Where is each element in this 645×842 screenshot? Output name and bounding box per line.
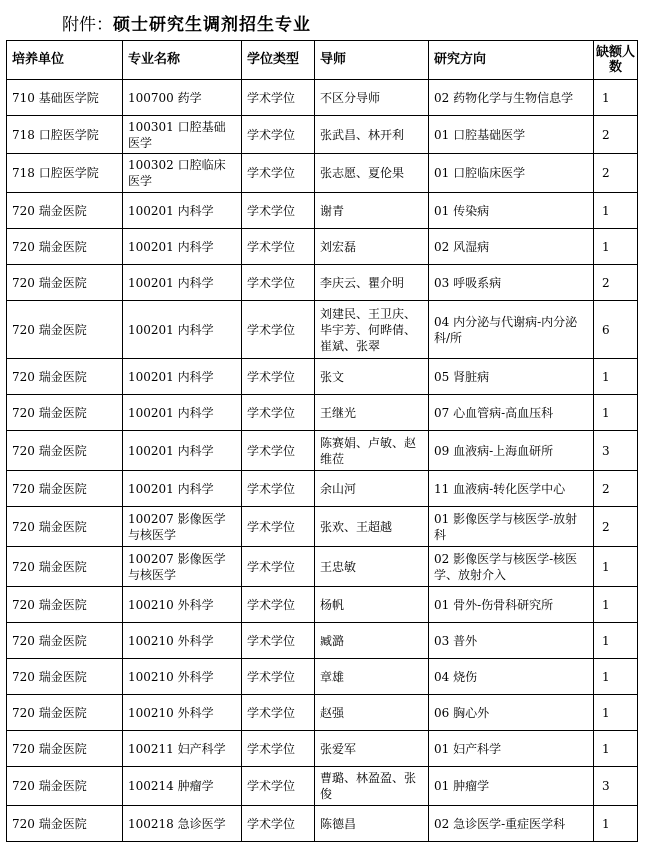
cell-advisor: 刘建民、王卫庆、毕宇芳、何晔倩、崔斌、张翠: [315, 301, 429, 359]
cell-advisor: 刘宏磊: [315, 229, 429, 265]
cell-direction: 04 烧伤: [429, 659, 594, 695]
table-row: [7, 80, 638, 116]
cell-advisor: 赵强: [315, 695, 429, 731]
cell-quota: 1: [594, 193, 638, 229]
cell-unit: 720 瑞金医院: [7, 359, 123, 395]
cell-quota: 1: [594, 229, 638, 265]
cell-major: 100700 药学: [123, 80, 242, 116]
table-row: [7, 395, 638, 431]
admission-table: [6, 40, 638, 842]
title-main: 硕士研究生调剂招生专业: [113, 15, 311, 35]
table-row: [7, 265, 638, 301]
cell-degree: 学术学位: [242, 431, 315, 471]
cell-degree: 学术学位: [242, 587, 315, 623]
cell-advisor: 曹璐、林盈盈、张俊: [315, 767, 429, 806]
cell-unit: 720 瑞金医院: [7, 659, 123, 695]
cell-unit: 720 瑞金医院: [7, 695, 123, 731]
cell-degree: 学术学位: [242, 80, 315, 116]
cell-unit: 720 瑞金医院: [7, 507, 123, 547]
title-prefix: 附件：: [62, 15, 113, 35]
table-row: [7, 431, 638, 471]
cell-major: 100207 影像医学与核医学: [123, 547, 242, 587]
cell-direction: 03 呼吸系病: [429, 265, 594, 301]
table-row: [7, 229, 638, 265]
cell-degree: 学术学位: [242, 767, 315, 806]
table-body: [7, 80, 638, 842]
table-row: [7, 507, 638, 547]
cell-advisor: 张武昌、林开利: [315, 116, 429, 154]
cell-direction: 09 血液病-上海血研所: [429, 431, 594, 471]
cell-unit: 720 瑞金医院: [7, 301, 123, 359]
header-direction: 研究方向: [429, 41, 594, 80]
cell-major: 100210 外科学: [123, 623, 242, 659]
cell-direction: 01 影像医学与核医学-放射科: [429, 507, 594, 547]
cell-quota: 2: [594, 116, 638, 154]
cell-direction: 03 普外: [429, 623, 594, 659]
cell-direction: 07 心血管病-高血压科: [429, 395, 594, 431]
cell-advisor: 张爱军: [315, 731, 429, 767]
cell-direction: 02 急诊医学-重症医学科: [429, 806, 594, 842]
cell-degree: 学术学位: [242, 806, 315, 842]
header-major: 专业名称: [123, 41, 242, 80]
cell-unit: 720 瑞金医院: [7, 395, 123, 431]
cell-degree: 学术学位: [242, 265, 315, 301]
cell-major: 100201 内科学: [123, 471, 242, 507]
cell-major: 100201 内科学: [123, 359, 242, 395]
cell-degree: 学术学位: [242, 471, 315, 507]
cell-major: 100210 外科学: [123, 587, 242, 623]
table-row: [7, 767, 638, 806]
header-unit: 培养单位: [7, 41, 123, 80]
cell-advisor: 张志愿、夏伦果: [315, 154, 429, 193]
cell-major: 100301 口腔基础医学: [123, 116, 242, 154]
cell-quota: 1: [594, 80, 638, 116]
table-row: [7, 193, 638, 229]
header-degree: 学位类型: [242, 41, 315, 80]
cell-direction: 02 风湿病: [429, 229, 594, 265]
cell-degree: 学术学位: [242, 116, 315, 154]
cell-quota: 3: [594, 431, 638, 471]
document-title: [62, 10, 311, 35]
cell-major: 100201 内科学: [123, 193, 242, 229]
cell-unit: 720 瑞金医院: [7, 587, 123, 623]
cell-major: 100210 外科学: [123, 659, 242, 695]
cell-unit: 720 瑞金医院: [7, 431, 123, 471]
cell-quota: 1: [594, 659, 638, 695]
cell-unit: 720 瑞金医院: [7, 547, 123, 587]
cell-major: 100201 内科学: [123, 395, 242, 431]
cell-direction: 01 肿瘤学: [429, 767, 594, 806]
cell-degree: 学术学位: [242, 623, 315, 659]
cell-unit: 720 瑞金医院: [7, 471, 123, 507]
table-row: [7, 659, 638, 695]
cell-degree: 学术学位: [242, 507, 315, 547]
cell-degree: 学术学位: [242, 154, 315, 193]
cell-unit: 720 瑞金医院: [7, 806, 123, 842]
table-row: [7, 695, 638, 731]
cell-unit: 720 瑞金医院: [7, 193, 123, 229]
table-row: [7, 587, 638, 623]
cell-unit: 718 口腔医学院: [7, 154, 123, 193]
cell-major: 100201 内科学: [123, 301, 242, 359]
header-quota: 缺额人数: [594, 41, 638, 80]
cell-direction: 04 内分泌与代谢病-内分泌科/所: [429, 301, 594, 359]
table-header: [7, 41, 638, 80]
cell-direction: 01 妇产科学: [429, 731, 594, 767]
cell-quota: 1: [594, 695, 638, 731]
cell-quota: 3: [594, 767, 638, 806]
cell-degree: 学术学位: [242, 659, 315, 695]
cell-major: 100207 影像医学与核医学: [123, 507, 242, 547]
cell-major: 100214 肿瘤学: [123, 767, 242, 806]
cell-quota: 2: [594, 471, 638, 507]
cell-advisor: 王忠敏: [315, 547, 429, 587]
cell-quota: 1: [594, 806, 638, 842]
cell-quota: 2: [594, 154, 638, 193]
cell-quota: 1: [594, 623, 638, 659]
cell-degree: 学术学位: [242, 359, 315, 395]
cell-advisor: 张文: [315, 359, 429, 395]
cell-major: 100302 口腔临床医学: [123, 154, 242, 193]
cell-major: 100210 外科学: [123, 695, 242, 731]
cell-direction: 01 骨外-伤骨科研究所: [429, 587, 594, 623]
table-row: [7, 731, 638, 767]
cell-degree: 学术学位: [242, 193, 315, 229]
table-row: [7, 806, 638, 842]
cell-direction: 01 口腔基础医学: [429, 116, 594, 154]
table-row: [7, 359, 638, 395]
cell-advisor: 杨帆: [315, 587, 429, 623]
cell-unit: 720 瑞金医院: [7, 731, 123, 767]
cell-major: 100201 内科学: [123, 431, 242, 471]
cell-advisor: 章雄: [315, 659, 429, 695]
cell-quota: 1: [594, 587, 638, 623]
cell-direction: 01 口腔临床医学: [429, 154, 594, 193]
cell-major: 100218 急诊医学: [123, 806, 242, 842]
cell-advisor: 陈赛娟、卢敏、赵维莅: [315, 431, 429, 471]
cell-major: 100201 内科学: [123, 229, 242, 265]
cell-unit: 720 瑞金医院: [7, 265, 123, 301]
header-advisor: 导师: [315, 41, 429, 80]
cell-quota: 1: [594, 547, 638, 587]
cell-direction: 02 药物化学与生物信息学: [429, 80, 594, 116]
table-row: [7, 547, 638, 587]
cell-direction: 02 影像医学与核医学-核医学、放射介入: [429, 547, 594, 587]
cell-unit: 720 瑞金医院: [7, 767, 123, 806]
cell-advisor: 李庆云、瞿介明: [315, 265, 429, 301]
cell-direction: 06 胸心外: [429, 695, 594, 731]
cell-quota: 1: [594, 359, 638, 395]
cell-quota: 2: [594, 507, 638, 547]
cell-direction: 05 肾脏病: [429, 359, 594, 395]
cell-unit: 720 瑞金医院: [7, 623, 123, 659]
cell-degree: 学术学位: [242, 229, 315, 265]
cell-direction: 11 血液病-转化医学中心: [429, 471, 594, 507]
cell-degree: 学术学位: [242, 301, 315, 359]
cell-major: 100201 内科学: [123, 265, 242, 301]
cell-degree: 学术学位: [242, 695, 315, 731]
cell-advisor: 臧潞: [315, 623, 429, 659]
cell-major: 100211 妇产科学: [123, 731, 242, 767]
cell-advisor: 谢青: [315, 193, 429, 229]
cell-degree: 学术学位: [242, 395, 315, 431]
cell-unit: 710 基础医学院: [7, 80, 123, 116]
cell-unit: 718 口腔医学院: [7, 116, 123, 154]
table-row: [7, 471, 638, 507]
table-row: [7, 623, 638, 659]
cell-quota: 2: [594, 265, 638, 301]
cell-advisor: 王继光: [315, 395, 429, 431]
table-row: [7, 301, 638, 359]
cell-quota: 6: [594, 301, 638, 359]
cell-advisor: 不区分导师: [315, 80, 429, 116]
cell-direction: 01 传染病: [429, 193, 594, 229]
cell-advisor: 陈德昌: [315, 806, 429, 842]
table-row: [7, 116, 638, 154]
cell-quota: 1: [594, 395, 638, 431]
cell-quota: 1: [594, 731, 638, 767]
cell-advisor: 余山河: [315, 471, 429, 507]
cell-degree: 学术学位: [242, 731, 315, 767]
table-row: [7, 154, 638, 193]
cell-unit: 720 瑞金医院: [7, 229, 123, 265]
cell-degree: 学术学位: [242, 547, 315, 587]
cell-advisor: 张欢、王超越: [315, 507, 429, 547]
